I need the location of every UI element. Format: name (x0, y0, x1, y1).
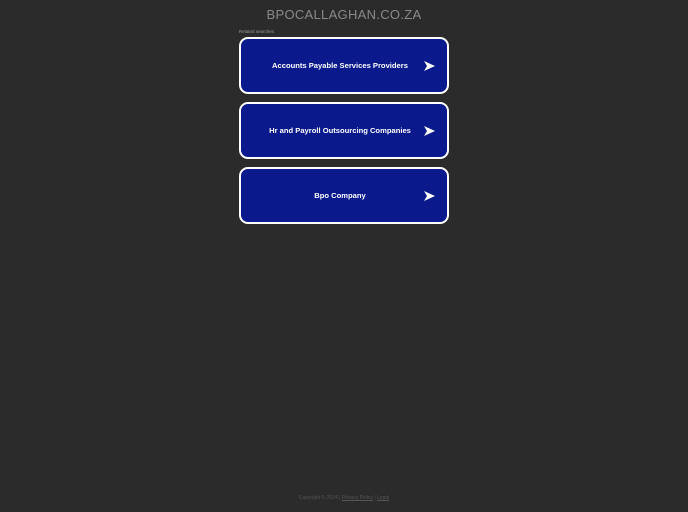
domain-title: BPOCALLAGHAN.CO.ZA (266, 7, 422, 22)
related-searches-label: Related searches (239, 29, 275, 34)
related-search-button-bpo-company[interactable] (239, 167, 449, 224)
related-search-button-hr-payroll[interactable] (239, 102, 449, 159)
related-searches-list (239, 37, 449, 232)
related-search-label: Accounts Payable Services Providers (272, 61, 408, 70)
privacy-policy-link[interactable]: Privacy Policy (341, 495, 373, 501)
related-search-label: Hr and Payroll Outsourcing Companies (269, 126, 411, 135)
arrow-right-icon (424, 61, 435, 71)
copyright-text: Copyright © 2024 (298, 495, 338, 501)
arrow-right-icon (424, 126, 435, 136)
footer-separator: | (339, 495, 341, 501)
footer-separator: | (374, 495, 376, 501)
legal-link[interactable]: Legal (377, 495, 390, 501)
footer (0, 495, 688, 501)
related-search-button-accounts-payable[interactable] (239, 37, 449, 94)
arrow-right-icon (424, 191, 435, 201)
related-search-label: Bpo Company (314, 191, 366, 200)
